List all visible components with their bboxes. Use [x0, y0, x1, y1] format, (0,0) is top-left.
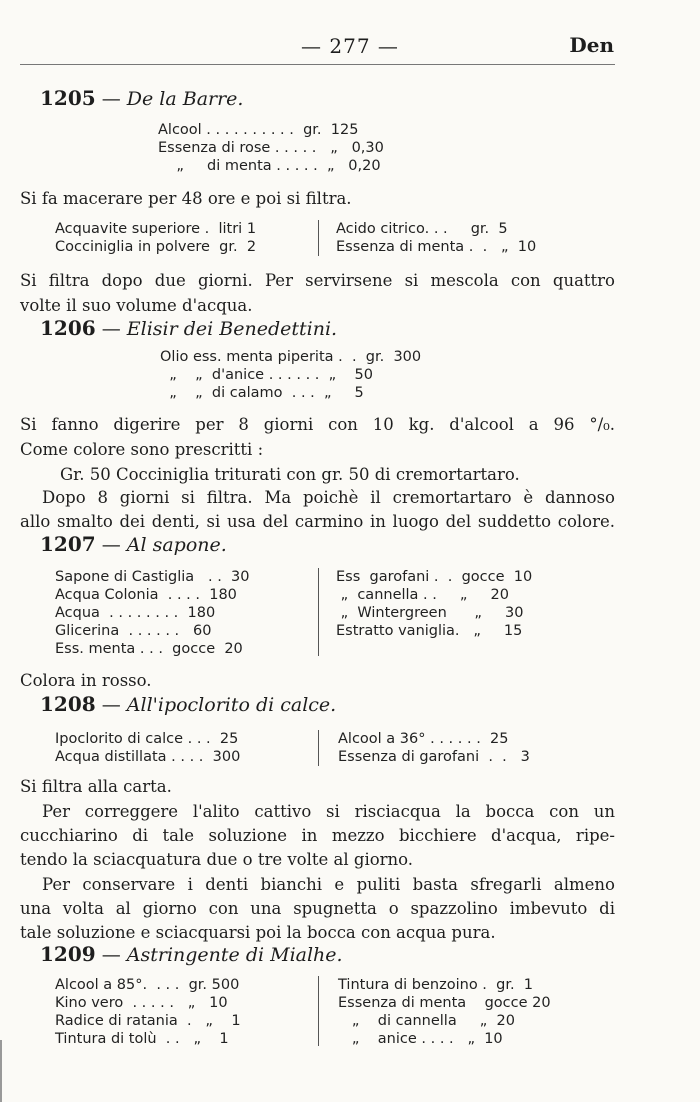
recipe-heading-1205: 1205 — De la Barre.	[40, 86, 244, 110]
ingredient-col-left: Acquavite superiore . litri 1 Cocciniglia in polvere gr. 2	[55, 221, 257, 255]
instruction-text: allo smalto dei denti, si usa del carmino in luogo del suddetto colore.	[20, 512, 615, 531]
ingredient-col-right: Tintura di benzoino . gr. 1 Essenza di menta gocce 20 „ di cannella „ 20 „ anice . . . . „ 10	[338, 977, 551, 1047]
ingredient-col-left: Ipoclorito di calce . . . 25 Acqua distillata . . . . 300	[55, 731, 241, 765]
ingredient-line: „ „ di calamo . . . „ 5	[160, 385, 364, 401]
running-head: Den	[569, 33, 614, 57]
instruction-text: Colora in rosso.	[20, 671, 152, 690]
recipe-heading-1207: 1207 — Al sapone.	[40, 532, 227, 556]
instruction-text: Si filtra dopo due giorni. Per servirsene si mescola con quattro	[20, 271, 615, 290]
page-edge	[0, 1040, 2, 1102]
instruction-text: Si fa macerare per 48 ore e poi si filtra.	[20, 189, 352, 208]
ingredient-col-left: Alcool a 85°. . . . gr. 500 Kino vero . . . . . „ 10 Radice di ratania . „ 1 Tintura di tolù . . „ 1	[55, 977, 241, 1047]
recipe-heading-1206: 1206 — Elisir dei Benedettini.	[40, 316, 338, 340]
page-number: — 277 —	[301, 34, 399, 58]
recipe-heading-1208: 1208 — All'ipoclorito di calce.	[40, 692, 337, 716]
instruction-text: una volta al giorno con una spugnetta o spazzolino imbevuto di	[20, 899, 615, 918]
ingredient-line: „ di menta . . . . . „ 0,20	[158, 158, 381, 174]
instruction-text: Come colore sono prescritti :	[20, 440, 264, 459]
column-divider	[318, 220, 319, 256]
ingredient-line: Essenza di rose . . . . . „ 0,30	[158, 140, 384, 156]
instruction-text: Gr. 50 Cocciniglia triturati con gr. 50 di cremortartaro.	[60, 465, 520, 484]
ingredient-col-right: Acido citrico. . . gr. 5 Essenza di menta . . „ 10	[336, 221, 537, 255]
header-rule	[20, 64, 615, 65]
instruction-text: tale soluzione e sciacquarsi poi la bocca con acqua pura.	[20, 923, 496, 942]
ingredient-col-left: Sapone di Castiglia . . 30 Acqua Colonia . . . . 180 Acqua . . . . . . . . 180 Glicerina . . . . . . 60 Ess. menta . . . gocce 20	[55, 569, 250, 657]
ingredient-col-right: Alcool a 36° . . . . . . 25 Essenza di garofani . . 3	[338, 731, 530, 765]
instruction-text: Si filtra alla carta.	[20, 777, 172, 796]
column-divider	[318, 568, 319, 656]
recipe-heading-1209: 1209 — Astringente di Mialhe.	[40, 942, 343, 966]
instruction-text: tendo la sciacquatura due o tre volte al giorno.	[20, 850, 414, 869]
ingredient-list-1206	[160, 348, 421, 402]
ingredient-list-1205	[158, 121, 384, 175]
ingredient-line: Olio ess. menta piperita . . gr. 300	[160, 349, 422, 365]
instruction-text: volte il suo volume d'acqua.	[20, 296, 253, 315]
column-divider	[318, 730, 319, 766]
ingredient-line: „ „ d'anice . . . . . . „ 50	[160, 367, 374, 383]
instruction-text: Per conservare i denti bianchi e puliti basta sfregarli almeno	[42, 875, 615, 894]
instruction-text: Per correggere l'alito cattivo si risciacqua la bocca con un	[42, 802, 615, 821]
instruction-text: cucchiarino di tale soluzione in mezzo bicchiere d'acqua, ripe-	[20, 826, 615, 845]
column-divider	[318, 976, 319, 1046]
instruction-text: Si fanno digerire per 8 giorni con 10 kg. d'alcool a 96 °/₀.	[20, 415, 615, 434]
ingredient-col-right: Ess garofani . . gocce 10 „ cannella . . „ 20 „ Wintergreen „ 30 Estratto vaniglia. „ 15	[336, 569, 533, 639]
instruction-text: Dopo 8 giorni si filtra. Ma poichè il cremortartaro è dannoso	[42, 488, 615, 507]
ingredient-line: Alcool . . . . . . . . . . gr. 125	[158, 122, 359, 138]
